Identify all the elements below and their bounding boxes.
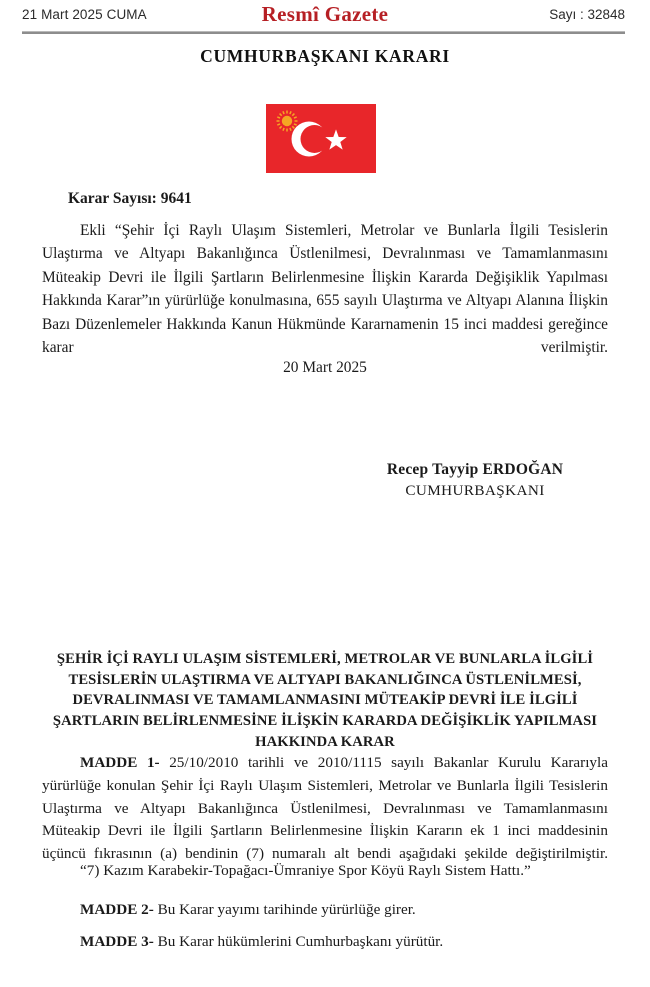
article-2-label: MADDE 2- [80,901,154,918]
annex-title-line-3: DEVRALINMASI VE TAMAMLANMASINI MÜTEAKİP DEVRİ İLE İLGİLİ [72,692,578,709]
annex-title-line-1: ŞEHİR İÇİ RAYLI ULAŞIM SİSTEMLERİ, METROLAR VE BUNLARLA İLGİLİ [56,651,594,667]
signer-title: CUMHURBAŞKANI [405,482,545,499]
decree-body-paragraph: Ekli “Şehir İçi Raylı Ulaşım Sistemleri, Metrolar ve Bunlarla İlgili Tesislerin Ulaştırma ve Altyapı Bakanlığınca Üstlenilmesi, Devralınması ve Tamamlanmasını Müteakip Devri ile İlgili Şartların Belirlenmesine İlişkin Kararda Değişiklik Yapılması Hakkında Karar”ın yürürlüğe konulmasına, 655 sayılı Ulaştırma ve Altyapı Alanına İlişkin Bazı Düzenlemeler Hakkında Kanun Hükmünde Kararnamenin 15 inci maddesi gereğince karar verilmiştir. [42,222,608,357]
gazette-issue-number: Sayı : 32848 [549,7,625,22]
article-3 [42,931,608,954]
signature-block [330,461,620,500]
signer-name: Recep Tayyip ERDOĞAN [386,461,564,478]
masthead-divider [22,31,625,34]
annex-title-line-5: HAKKINDA KARAR [255,733,395,750]
gazette-date: 21 Mart 2025 CUMA [22,7,147,22]
amended-clause-text: “7) Kazım Karabekir-Topağacı-Ümraniye Spor Köyü Raylı Sistem Hattı.” [80,862,531,879]
annex-title [35,649,615,753]
gazette-title: Resmî Gazete [261,2,389,26]
article-3-text: Bu Karar hükümlerini Cumhurbaşkanı yürütür. [153,933,444,950]
article-2-text: Bu Karar yayımı tarihinde yürürlüğe girer. [153,901,416,918]
turkish-flag-icon [266,104,376,173]
annex-title-line-2: TESİSLERİN ULAŞTIRMA VE ALTYAPI BAKANLIĞINCA ÜSTLENİLMESİ, [68,671,582,688]
decree-sign-date: 20 Mart 2025 [283,359,367,376]
annex-title-line-4: ŞARTLARIN BELİRLENMESİNE İLİŞKİN KARARDA DEĞİŞİKLİK YAPILMASI [52,713,598,730]
article-1-label: MADDE 1- [80,754,160,771]
article-3-label: MADDE 3- [80,933,154,950]
article-2 [42,899,608,922]
article-1-text: 25/10/2010 tarihli ve 2010/1115 sayılı Bakanlar Kurulu Kararıyla yürürlüğe konulan Şehir İçi Raylı Ulaşım Sistemleri, Metrolar ve Bunlarla İlgili Tesislerin Ulaştırma ve Altyapı Bakanlığınca Üstlenilmesi, Devralınması ve Tamamlanmasını Müteakip Devri ile İlgili Şartların Belirlenmesine İlişkin Kararın ek 1 inci maddesinin üçüncü fıkrasının (a) bendinin (7) numaralı alt bendi aşağıdaki şekilde değiştirilmiştir. [42,754,608,863]
turkish-flag-emblem [266,104,376,173]
page-masthead [0,0,650,34]
decree-heading: CUMHURBAŞKANI KARARI [200,46,450,66]
decision-number: Karar Sayısı: 9641 [68,190,192,207]
